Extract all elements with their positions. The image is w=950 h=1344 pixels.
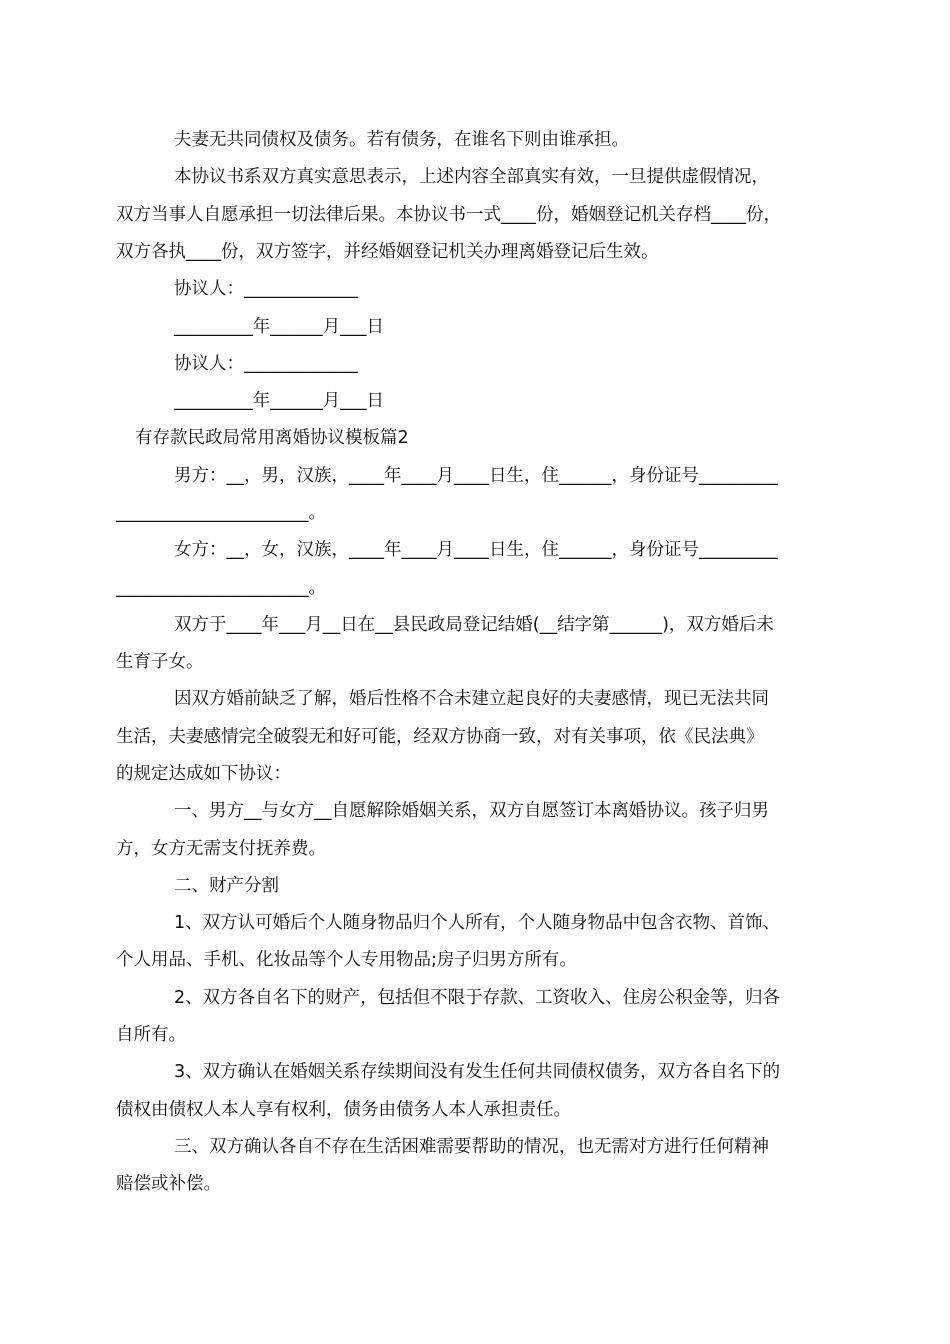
text-line: 生活，夫妻感情完全破裂无和好可能，经双方协商一致，对有关事项，依《民法典》: [116, 727, 764, 747]
text-line: 女方：__，女，汉族，____年____月____日生，住______，身份证号_________: [174, 540, 778, 560]
text-line: 1、双方认可婚后个人随身物品归个人所有，个人随身物品中包含衣物、首饰、: [174, 913, 781, 933]
signature-line: 协议人：_____________: [174, 354, 358, 374]
text-line: 的规定达成如下协议：: [116, 764, 291, 784]
text-line: 债权由债权人本人享有权利，债务由债务人本人承担责任。: [116, 1100, 571, 1120]
text-line: 二、财产分割: [174, 876, 279, 896]
text-line: 3、双方确认在婚姻关系存续期间没有发生任何共同债权债务，双方各自名下的: [174, 1062, 781, 1082]
text-line: 因双方婚前缺乏了解，婚后性格不合未建立起良好的夫妻感情，现已无法共同: [174, 689, 769, 709]
text-line: 三、双方确认各自不存在生活困难需要帮助的情况，也无需对方进行任何精神: [174, 1137, 769, 1157]
text-line: 夫妻无共同债权及债务。若有债务，在谁名下则由谁承担。: [174, 130, 629, 150]
signature-line: 协议人：_____________: [174, 279, 358, 299]
text-line: 生育子女。: [116, 652, 204, 672]
text-line: 男方：__，男，汉族，____年____月____日生，住______，身份证号_________: [174, 466, 778, 486]
text-line: 双方当事人自愿承担一切法律后果。本协议书一式____份，婚姻登记机关存档____份，: [116, 205, 781, 225]
text-line: 一、男方__与女方__自愿解除婚姻关系，双方自愿签订本离婚协议。孩子归男: [174, 801, 769, 821]
text-line: 自所有。: [116, 1025, 186, 1045]
text-line: 本协议书系双方真实意思表示，上述内容全部真实有效，一旦提供虚假情况，: [174, 167, 769, 187]
date-line: _________年______月___日: [174, 317, 384, 337]
text-line: 个人用品、手机、化妆品等个人专用物品;房子归男方所有。: [116, 950, 577, 970]
text-line: 方，女方无需支付抚养费。: [116, 839, 326, 859]
date-line: _________年______月___日: [174, 391, 384, 411]
text-line: 双方于____年___月__日在__县民政局登记结婚(__结字第______)，双方婚后未: [174, 615, 774, 635]
text-line: ______________________。: [116, 578, 326, 598]
text-line: ______________________。: [116, 503, 326, 523]
text-line: 赔偿或补偿。: [116, 1174, 221, 1194]
section-heading: 有存款民政局常用离婚协议模板篇2: [135, 428, 409, 448]
text-line: 双方各执____份，双方签字，并经婚姻登记机关办理离婚登记后生效。: [116, 242, 659, 262]
text-line: 2、双方各自名下的财产，包括但不限于存款、工资收入、住房公积金等，归各: [174, 988, 781, 1008]
